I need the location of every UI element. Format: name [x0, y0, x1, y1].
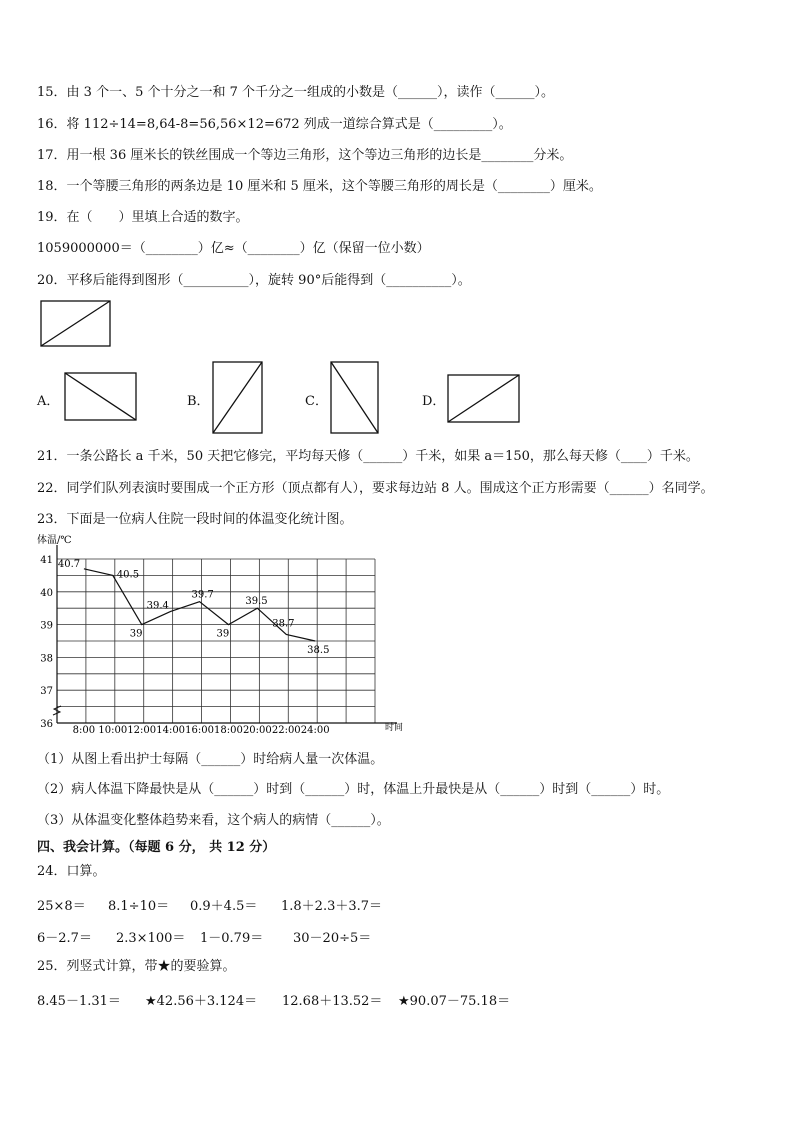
oral-calc-item: 0.9＋4.5＝: [190, 899, 258, 914]
option-b-figure: [212, 361, 264, 435]
section-4-heading: 四、我会计算。（每题 6 分， 共 12 分）: [37, 840, 276, 855]
x-tick-label: 12:00: [127, 725, 157, 736]
data-label: 40.5: [116, 569, 140, 581]
y-tick-label: 39: [40, 620, 53, 632]
y-tick-label: 40: [40, 587, 53, 599]
question-23: 23．下面是一位病人住院一段时间的体温变化统计图。: [37, 512, 353, 527]
x-tick-label: 8:00: [72, 725, 96, 736]
data-label: 39: [216, 628, 230, 640]
vertical-calc-item: 12.68＋13.52＝: [282, 994, 383, 1009]
question-16: 16．将 112÷14=8,64-8=56,56×12=672 列成一道综合算式是（_________）。: [37, 117, 512, 132]
question-23-part-1: （1）从图上看出护士每隔（______）时给病人量一次体温。: [37, 752, 384, 767]
x-tick-label: 24:00: [300, 725, 330, 736]
x-tick-label: 16:00: [185, 725, 214, 736]
x-tick-label: 14:00: [156, 725, 186, 736]
oral-calc-item: 1.8＋2.3＋3.7＝: [281, 899, 383, 914]
question-23-part-3: （3）从体温变化整体趋势来看，这个病人的病情（______）。: [37, 813, 390, 828]
y-tick-label: 36: [40, 719, 53, 730]
y-axis-label: 体温/℃: [37, 535, 72, 546]
option-a-figure: [64, 372, 138, 422]
data-label: 38.7: [272, 618, 295, 630]
x-tick-label: 10:00: [98, 725, 128, 736]
question-21: 21．一条公路长 a 千米，50 天把它修完，平均每天修（______）千米，如果 a＝150，那么每天修（____）千米。: [37, 449, 699, 464]
x-tick-label: 22:00: [271, 725, 301, 736]
axis-break-mark: [53, 706, 61, 715]
vertical-calc-item: ★90.07－75.18＝: [398, 994, 511, 1009]
option-a-label: A．: [37, 394, 60, 409]
question-25: 25．列竖式计算，带★的要验算。: [37, 959, 236, 974]
y-tick-label: 37: [40, 686, 53, 698]
option-c-label: C．: [305, 394, 328, 409]
data-label: 39.5: [245, 596, 268, 608]
data-label: 40.7: [57, 558, 81, 570]
data-label: 39.4: [146, 600, 169, 612]
question-17: 17．用一根 36 厘米长的铁丝围成一个等边三角形，这个等边三角形的边长是________分米。: [37, 148, 573, 163]
question-19-blank-line: 1059000000＝（________）亿≈（________）亿（保留一位小数）: [37, 241, 430, 256]
vertical-calc-item: 8.45－1.31＝: [37, 994, 121, 1009]
option-d-figure: [447, 374, 521, 424]
x-axis-label: 时间: [385, 723, 404, 733]
question-18: 18．一个等腰三角形的两条边是 10 厘米和 5 厘米，这个等腰三角形的周长是（________）厘米。: [37, 179, 602, 194]
oral-calc-item: 2.3×100＝: [116, 931, 186, 946]
question-23-part-2: （2）病人体温下降最快是从（______）时到（______）时，体温上升最快是从（______）时到（______）时。: [37, 782, 670, 797]
temperature-line-chart: [37, 533, 407, 741]
y-tick-label: 41: [40, 555, 53, 566]
oral-calc-item: 1－0.79＝: [200, 931, 264, 946]
x-tick-label: 20:00: [242, 725, 272, 736]
y-tick-label: 38: [40, 653, 53, 665]
oral-calc-item: 30－20÷5＝: [293, 931, 372, 946]
vertical-calc-item: ★42.56＋3.124＝: [145, 994, 258, 1009]
data-label: 38.5: [307, 645, 330, 656]
original-figure: [40, 300, 112, 348]
question-22: 22．同学们队列表演时要围成一个正方形（顶点都有人），要求每边站 8 人。围成这个正方形需要（______）名同学。: [37, 481, 714, 496]
option-d-label: D．: [422, 394, 446, 409]
x-tick-label: 18:00: [214, 725, 243, 736]
option-b-label: B．: [187, 394, 210, 409]
question-19: 19．在（ ）里填上合适的数字。: [37, 210, 249, 225]
data-label: 39: [129, 628, 143, 640]
question-15: 15．由 3 个一、5 个十分之一和 7 个千分之一组成的小数是（______），读作（______）。: [37, 85, 555, 100]
oral-calc-item: 25×8＝: [37, 899, 86, 914]
question-24: 24．口算。: [37, 864, 106, 879]
option-c-figure: [330, 361, 380, 435]
data-label: 39.7: [191, 589, 214, 601]
oral-calc-item: 6－2.7＝: [37, 931, 92, 946]
question-20: 20．平移后能得到图形（__________），旋转 90°后能得到（__________）。: [37, 273, 471, 288]
oral-calc-item: 8.1÷10＝: [108, 899, 170, 914]
